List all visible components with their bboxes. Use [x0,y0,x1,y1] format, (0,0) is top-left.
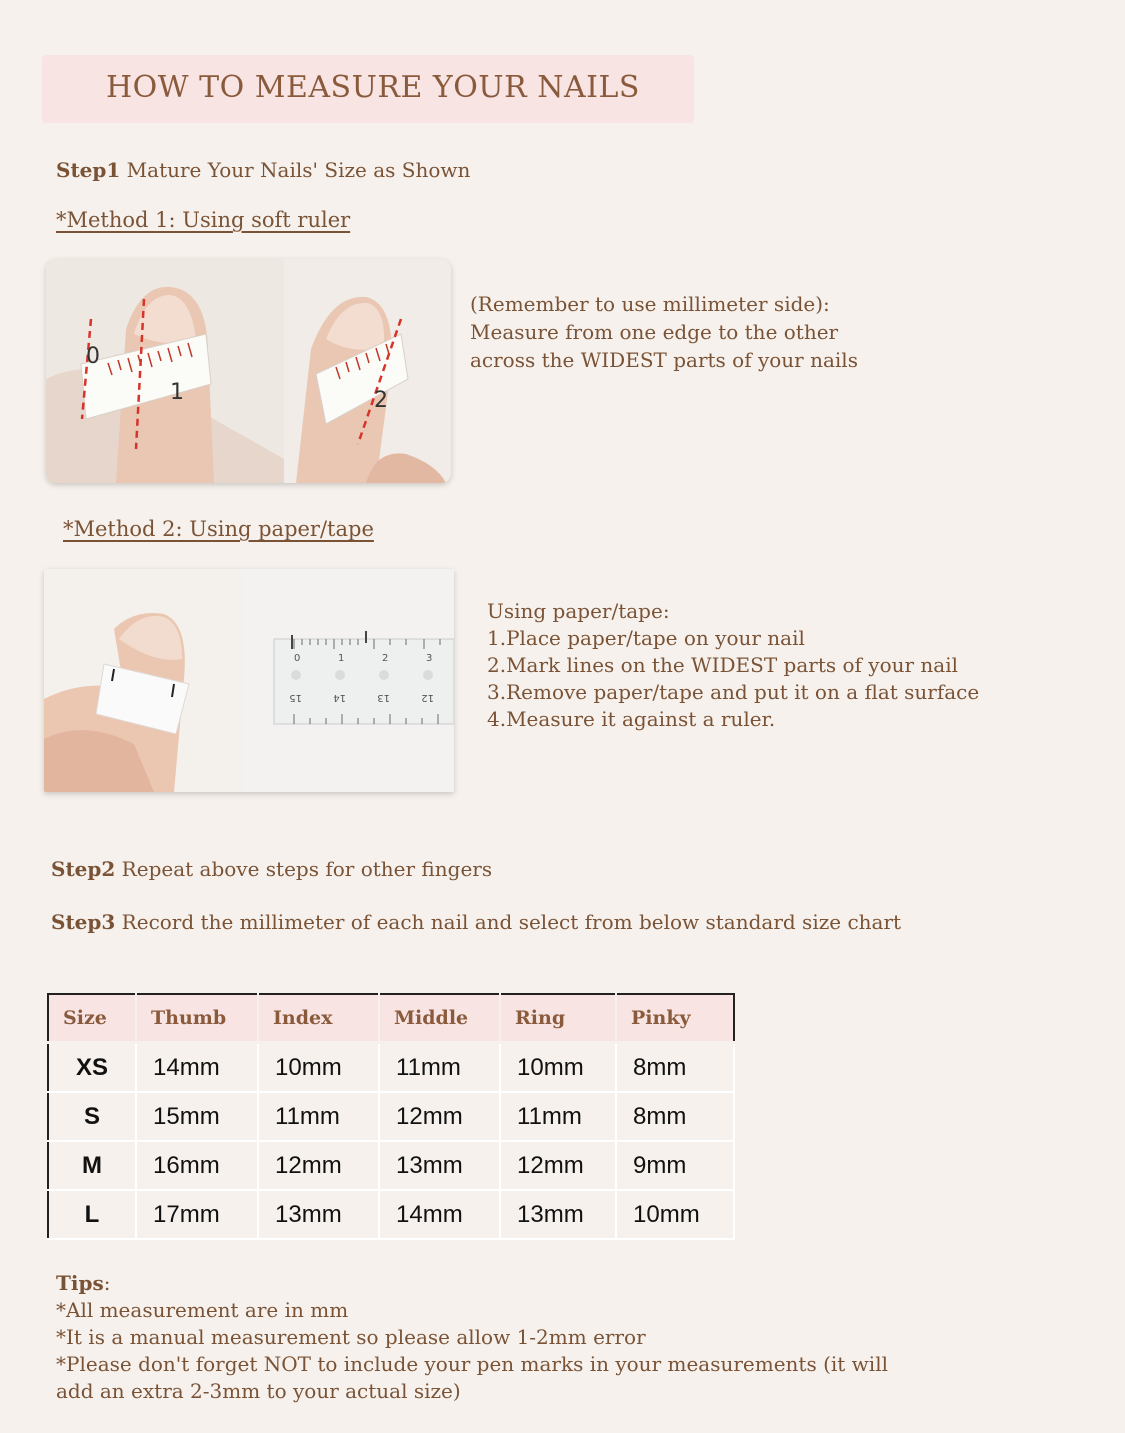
method2-line: Using paper/tape: [487,599,670,623]
table-cell: 12mm [379,1092,500,1141]
table-cell: 17mm [136,1190,258,1239]
method2-heading: *Method 2: Using paper/tape [63,517,374,541]
step2-text: Repeat above steps for other fingers [115,857,493,881]
tip-line: *Please don't forget NOT to include your pen marks in your measurements (it will [56,1352,888,1376]
table-cell: 11mm [379,1043,500,1093]
column-header: Index [258,994,379,1043]
tips-colon: : [103,1271,111,1295]
table-cell: 11mm [258,1092,379,1141]
table-row [48,1092,734,1141]
step1-label: Step1 [56,158,121,182]
table-row [48,1043,734,1093]
table-row [48,1141,734,1190]
ruler-digit: 2 [382,653,389,664]
table-cell: 12mm [500,1141,616,1190]
step2-line [51,857,492,881]
table-cell: 16mm [136,1141,258,1190]
method1-line: across the WIDEST parts of your nails [470,348,858,372]
column-header: Ring [500,994,616,1043]
column-header: Size [48,994,136,1043]
table-cell: 10mm [258,1043,379,1093]
method2-line: 3.Remove paper/tape and put it on a flat surface [487,680,980,704]
size-chart-header-row [48,994,734,1043]
method1-description [470,290,858,374]
tip-line: add an extra 2-3mm to your actual size) [56,1379,461,1403]
table-cell: 10mm [500,1043,616,1093]
column-header: Middle [379,994,500,1043]
step3-label: Step3 [51,910,116,934]
step1-text: Mature Your Nails' Size as Shown [120,158,471,182]
table-cell: 10mm [616,1190,734,1239]
tips-section [56,1270,888,1405]
size-cell: S [48,1092,136,1141]
method2-line: 2.Mark lines on the WIDEST parts of your nail [487,653,959,677]
size-cell: L [48,1190,136,1239]
method2-line: 4.Measure it against a ruler. [487,707,776,731]
table-cell: 14mm [136,1043,258,1093]
page-title: HOW TO MEASURE YOUR NAILS [106,70,640,105]
ruler-digit: 3 [426,653,433,664]
method2-photo [44,569,454,792]
table-cell: 9mm [616,1141,734,1190]
method1-line: (Remember to use millimeter side): [470,292,830,316]
ruler-digit: 1 [338,653,345,664]
ruler-digit: 0 [294,653,301,664]
table-cell: 8mm [616,1092,734,1141]
step2-label: Step2 [51,857,116,881]
table-cell: 8mm [616,1043,734,1093]
column-header: Thumb [136,994,258,1043]
table-cell: 12mm [258,1141,379,1190]
table-cell: 13mm [258,1190,379,1239]
table-cell: 11mm [500,1092,616,1141]
step1-line [56,158,470,182]
method1-line: Measure from one edge to the other [470,320,839,344]
size-cell: M [48,1141,136,1190]
ruler-digit: 2 [374,388,388,413]
method1-photo [46,259,451,483]
ruler-digit: 13 [377,692,390,703]
ruler-digit: 12 [421,692,434,703]
tip-line: *It is a manual measurement so please allow 1-2mm error [56,1325,646,1349]
ruler-digit: 1 [170,380,184,405]
step3-line [51,910,901,934]
step3-text: Record the millimeter of each nail and select from below standard size chart [115,910,902,934]
tip-line: *All measurement are in mm [56,1298,349,1322]
column-header: Pinky [616,994,734,1043]
ruler-digit: 14 [333,692,346,703]
table-cell: 13mm [379,1141,500,1190]
method1-heading: *Method 1: Using soft ruler [56,208,351,232]
ruler-digit: 15 [289,692,302,703]
size-cell: XS [48,1043,136,1093]
table-row [48,1190,734,1239]
tips-label: Tips [56,1271,104,1295]
table-cell: 14mm [379,1190,500,1239]
method2-line: 1.Place paper/tape on your nail [487,626,805,650]
table-cell: 13mm [500,1190,616,1239]
tips-heading [56,1270,888,1297]
table-cell: 15mm [136,1092,258,1141]
method2-description [487,598,979,733]
size-chart-table [47,993,735,1240]
ruler-digit: 0 [86,344,100,369]
